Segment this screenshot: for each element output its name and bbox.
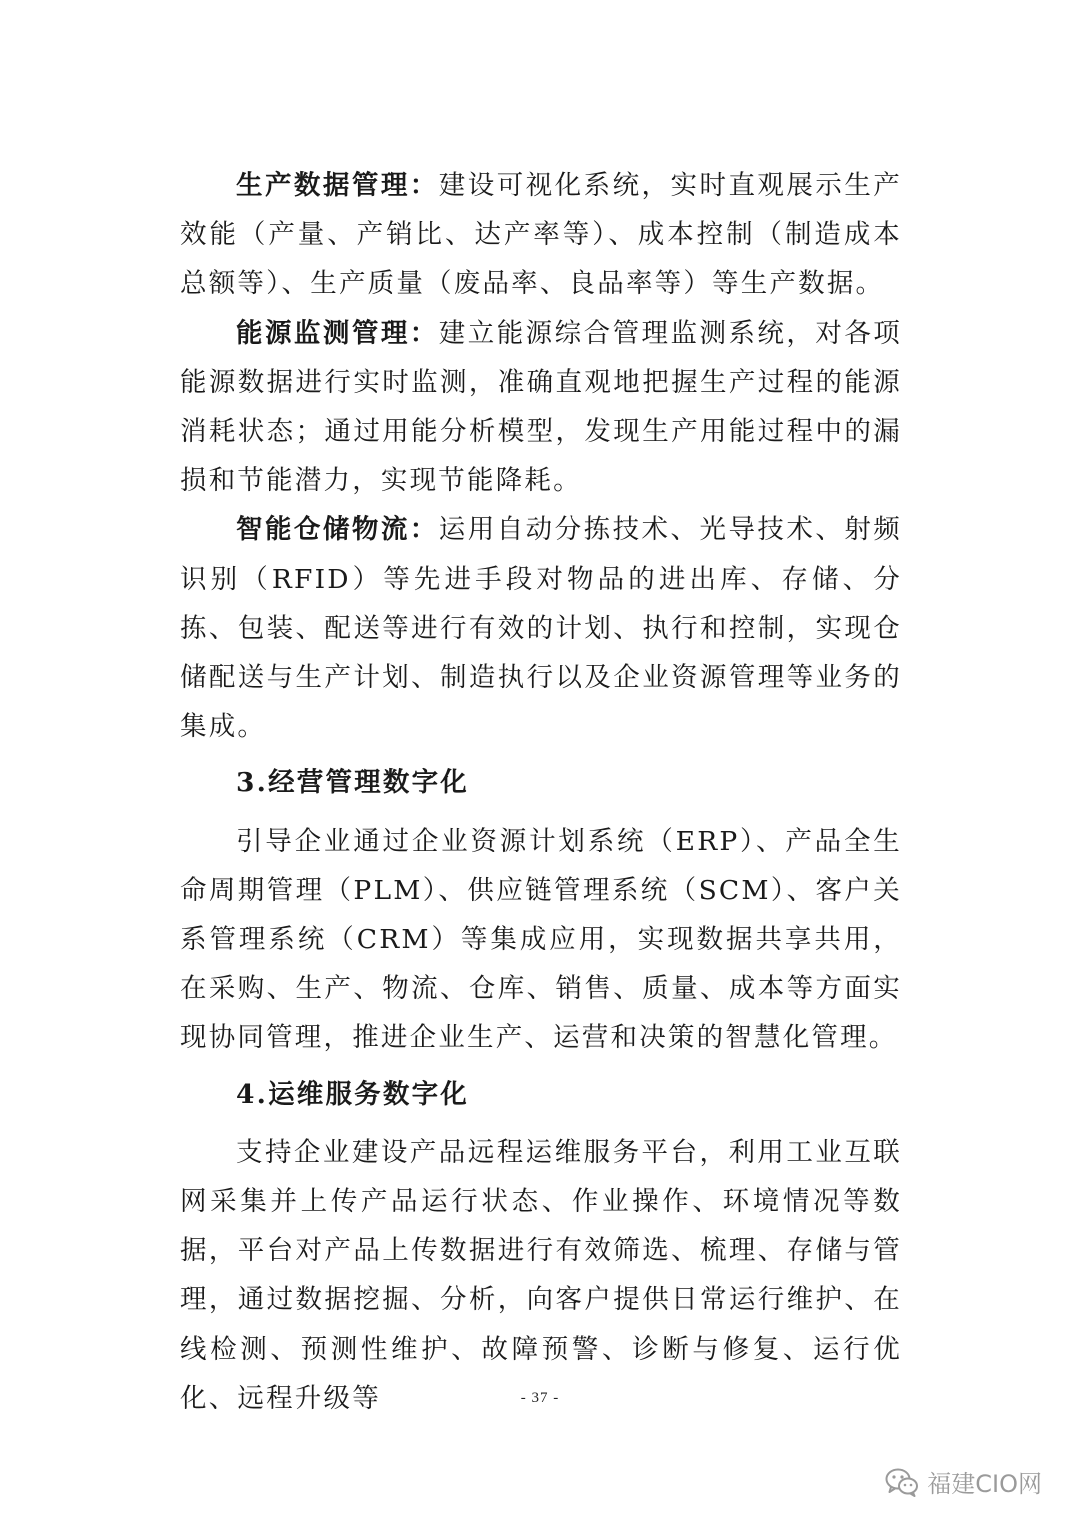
paragraph-title: 生产数据管理：	[236, 170, 439, 201]
paragraph-maintenance-service: 支持企业建设产品远程运维服务平台，利用工业互联网采集并上传产品运行状态、作业操作、环境情况等数据，平台对产品上传数据进行有效筛选、梳理、存储与管理，通过数据挖掘、分析，向客户提供日常运行维护、在线检测、预测性维护、故障预警、诊断与修复、运行优化、远程升级等	[180, 1136, 902, 1414]
page-number: - 37 -	[520, 1390, 560, 1406]
page-body	[180, 161, 902, 1423]
paragraph-text: 建设可视化系统，实时直观展示生产效能（产量、产销比、达产率等）、成本控制（制造成本总额等）、生产质量（废品率、良品率等）等生产数据。	[180, 170, 902, 300]
wechat-icon	[885, 1467, 919, 1497]
paragraph-text: 运用自动分拣技术、光导技术、射频识别（RFID）等先进手段对物品的进出库、存储、分拣、包装、配送等进行有效的计划、执行和控制，实现仓储配送与生产计划、制造执行以及企业资源管理等业务的集成。	[180, 514, 902, 743]
paragraph-text: 建立能源综合管理监测系统，对各项能源数据进行实时监测，准确直观地把握生产过程的能源消耗状态；通过用能分析模型，发现生产用能过程中的漏损和节能潜力，实现节能降耗。	[180, 317, 902, 497]
watermark	[885, 1464, 1042, 1499]
watermark-text: 福建CIO网	[927, 1470, 1042, 1498]
paragraph-smart-warehouse	[180, 505, 902, 751]
section-heading-3: 3.经营管理数字化	[236, 767, 469, 799]
paragraph-title: 智能仓储物流：	[236, 514, 439, 546]
paragraph-energy-monitoring	[180, 309, 902, 506]
paragraph-business-management: 引导企业通过企业资源计划系统（ERP）、产品全生命周期管理（PLM）、供应链管理系统（SCM）、客户关系管理系统（CRM）等集成应用，实现数据共享共用，在采购、生产、物流、仓库、销售、质量、成本等方面实现协同管理，推进企业生产、运营和决策的智慧化管理。	[180, 825, 902, 1054]
section-heading-4: 4.运维服务数字化	[236, 1078, 469, 1110]
paragraph-title: 能源监测管理：	[236, 317, 439, 349]
paragraph-production-data	[180, 161, 902, 309]
